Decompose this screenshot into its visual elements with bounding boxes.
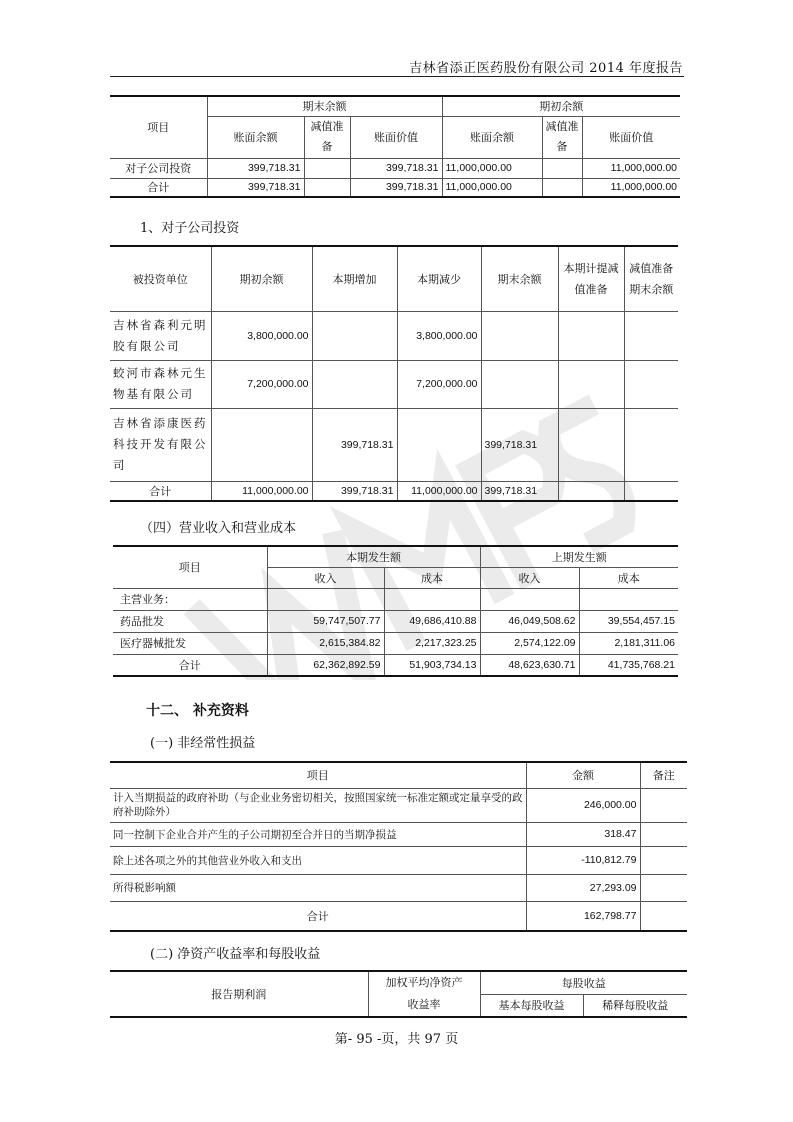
header-decrease: 本期减少: [397, 246, 481, 311]
page-number-footer: 第- 95 -页，共 97 页: [334, 1032, 459, 1047]
table-row: [110, 311, 678, 360]
table-row: [110, 846, 687, 874]
cell-impair-end: [624, 311, 678, 360]
cell-end-impair: [304, 158, 350, 178]
header-prior-income: 收入: [480, 567, 579, 588]
header-end-book: 账面余额: [207, 116, 304, 158]
cell-end-book: 399,718.31: [207, 178, 304, 197]
cell-prior-income: 2,574,122.09: [480, 632, 579, 654]
investee-name: 吉林省添康医药科技开发有限公司: [110, 408, 211, 481]
table-total-row: [110, 901, 687, 931]
table-row: [110, 158, 680, 178]
header-item: 项目: [110, 762, 526, 788]
header-weighted-roe-line2: 收益率: [407, 998, 441, 1011]
cell-decrease: [397, 408, 481, 481]
header-item: 项目: [110, 96, 207, 158]
header-begin-impair: 减值准备: [542, 116, 582, 158]
subsection-heading-roe-eps: (二) 净资产收益率和每股收益: [150, 947, 321, 962]
cell-begin-book: 11,000,000.00: [442, 178, 542, 197]
table-row: [110, 874, 687, 901]
cell-amount: 246,000.00: [526, 788, 640, 822]
total-label: 合计: [113, 654, 267, 676]
cell-impair-end: [624, 408, 678, 481]
row-item: 合计: [110, 178, 207, 197]
cell-begin-impair: [542, 178, 582, 197]
header-basic-eps: 基本每股收益: [480, 994, 583, 1017]
total-label: 合计: [110, 901, 526, 931]
cell-begin-value: 11,000,000.00: [582, 178, 680, 197]
investee-name: 蛟河市森林元生物基有限公司: [110, 360, 211, 408]
cell-amount: -110,812.79: [526, 846, 640, 874]
table-row: [110, 822, 687, 846]
cell-begin-value: 11,000,000.00: [582, 158, 680, 178]
cell-end: [481, 360, 558, 408]
table-total-row: [113, 654, 678, 676]
cell-current-cost: 49,686,410.88: [384, 610, 480, 632]
cell-current-income: 2,615,384.82: [267, 632, 384, 654]
cell-prior-cost: 2,181,311.06: [579, 632, 678, 654]
cell-current-income: [267, 588, 384, 610]
cell-current-cost: [384, 588, 480, 610]
row-item: 所得税影响额: [110, 874, 526, 901]
row-item: 药品批发: [113, 610, 267, 632]
cell-decrease: 7,200,000.00: [397, 360, 481, 408]
cell-begin-book: 11,000,000.00: [442, 158, 542, 178]
cell-provision: [558, 311, 624, 360]
header-begin: 期初余额: [211, 246, 312, 311]
cell-amount: 27,293.09: [526, 874, 640, 901]
header-period-end: 期末余额: [207, 96, 442, 116]
table-row: [110, 788, 687, 822]
total-amount: 162,798.77: [526, 901, 640, 931]
row-item: 对子公司投资: [110, 158, 207, 178]
cell-end-value: 399,718.31: [350, 158, 442, 178]
cell-current-cost: 2,217,323.25: [384, 632, 480, 654]
total-current-income: 62,362,892.59: [267, 654, 384, 676]
table-row: [113, 610, 678, 632]
total-end: 399,718.31: [481, 481, 558, 501]
cell-amount: 318.47: [526, 822, 640, 846]
cell-increase: 399,718.31: [312, 408, 397, 481]
header-begin-book: 账面余额: [442, 116, 542, 158]
roe-eps-table: [110, 970, 687, 1018]
header-weighted-roe: [368, 971, 480, 1017]
table-row: [113, 632, 678, 654]
cell-prior-income: [480, 588, 579, 610]
cell-end-value: 399,718.31: [350, 178, 442, 197]
header-amount: 金额: [526, 762, 640, 788]
nonrecurring-gains-table: [110, 761, 687, 932]
table-row: [113, 588, 678, 610]
cell-impair-end: [624, 360, 678, 408]
header-end-value: 账面价值: [350, 116, 442, 158]
cell-decrease: 3,800,000.00: [397, 311, 481, 360]
header-provision: 本期计提减值准备: [558, 246, 624, 311]
revenue-cost-table: [113, 545, 678, 677]
header-diluted-eps: 稀释每股收益: [583, 994, 687, 1017]
header-impair-end: 减值准备期末余额: [624, 246, 678, 311]
section-caption-subsidiary-investment: 1、对子公司投资: [140, 221, 240, 236]
report-header-title: 吉林省添正医药股份有限公司 2014 年度报告: [409, 61, 683, 76]
row-item: 除上述各项之外的其他营业外收入和支出: [110, 846, 526, 874]
cell-note: [640, 788, 687, 822]
header-item: 项目: [113, 546, 267, 588]
cell-begin: [211, 408, 312, 481]
cell-note: [640, 822, 687, 846]
total-label: 合计: [110, 481, 211, 501]
header-increase: 本期增加: [312, 246, 397, 311]
total-provision: [558, 481, 624, 501]
cell-end: [481, 311, 558, 360]
cell-begin-impair: [542, 158, 582, 178]
cell-note: [640, 846, 687, 874]
cell-begin: 3,800,000.00: [211, 311, 312, 360]
row-item: 主营业务：: [113, 588, 267, 610]
header-current-period: 本期发生额: [267, 546, 480, 567]
cell-increase: [312, 360, 397, 408]
table-row: [110, 408, 678, 481]
total-begin: 11,000,000.00: [211, 481, 312, 501]
table-row: [110, 178, 680, 197]
header-investee: 被投资单位: [110, 246, 211, 311]
subsidiary-investment-table: [110, 245, 678, 502]
section-caption-revenue-cost: （四）营业收入和营业成本: [140, 521, 297, 536]
header-note: 备注: [640, 762, 687, 788]
header-end-impair: 减值准备: [304, 116, 350, 158]
cell-provision: [558, 408, 624, 481]
total-current-cost: 51,903,734.13: [384, 654, 480, 676]
total-impair-end: [624, 481, 678, 501]
cell-end: 399,718.31: [481, 408, 558, 481]
total-decrease: 11,000,000.00: [397, 481, 481, 501]
header-period-begin: 期初余额: [442, 96, 680, 116]
header-end: 期末余额: [481, 246, 558, 311]
header-eps: 每股收益: [480, 971, 687, 994]
header-prior-cost: 成本: [579, 567, 678, 588]
header-current-income: 收入: [267, 567, 384, 588]
cell-prior-cost: 39,554,457.15: [579, 610, 678, 632]
subsection-heading-nonrecurring: (一) 非经常性损益: [150, 736, 256, 751]
cell-provision: [558, 360, 624, 408]
header-begin-value: 账面价值: [582, 116, 680, 158]
cell-end-impair: [304, 178, 350, 197]
total-prior-income: 48,623,630.71: [480, 654, 579, 676]
total-note: [640, 901, 687, 931]
header-weighted-roe-line1: 加权平均净资产: [385, 976, 463, 989]
table-total-row: [110, 481, 678, 501]
section-heading-supplementary: 十二、 补充资料: [146, 703, 249, 719]
investment-summary-table: [110, 95, 680, 198]
cell-prior-income: 46,049,508.62: [480, 610, 579, 632]
table-row: [110, 360, 678, 408]
total-increase: 399,718.31: [312, 481, 397, 501]
header-divider: [110, 76, 684, 77]
cell-note: [640, 874, 687, 901]
header-report-profit: 报告期利润: [110, 971, 368, 1017]
row-item: 同一控制下企业合并产生的子公司期初至合并日的当期净损益: [110, 822, 526, 846]
cell-begin: 7,200,000.00: [211, 360, 312, 408]
row-item: 计入当期损益的政府补助（与企业业务密切相关，按照国家统一标准定额或定量享受的政府补助除外）: [110, 788, 526, 822]
row-item: 医疗器械批发: [113, 632, 267, 654]
cell-current-income: 59,747,507.77: [267, 610, 384, 632]
header-prior-period: 上期发生额: [480, 546, 678, 567]
cell-increase: [312, 311, 397, 360]
total-prior-cost: 41,735,768.21: [579, 654, 678, 676]
cell-end-book: 399,718.31: [207, 158, 304, 178]
header-current-cost: 成本: [384, 567, 480, 588]
investee-name: 吉林省森利元明胶有限公司: [110, 311, 211, 360]
cell-prior-cost: [579, 588, 678, 610]
